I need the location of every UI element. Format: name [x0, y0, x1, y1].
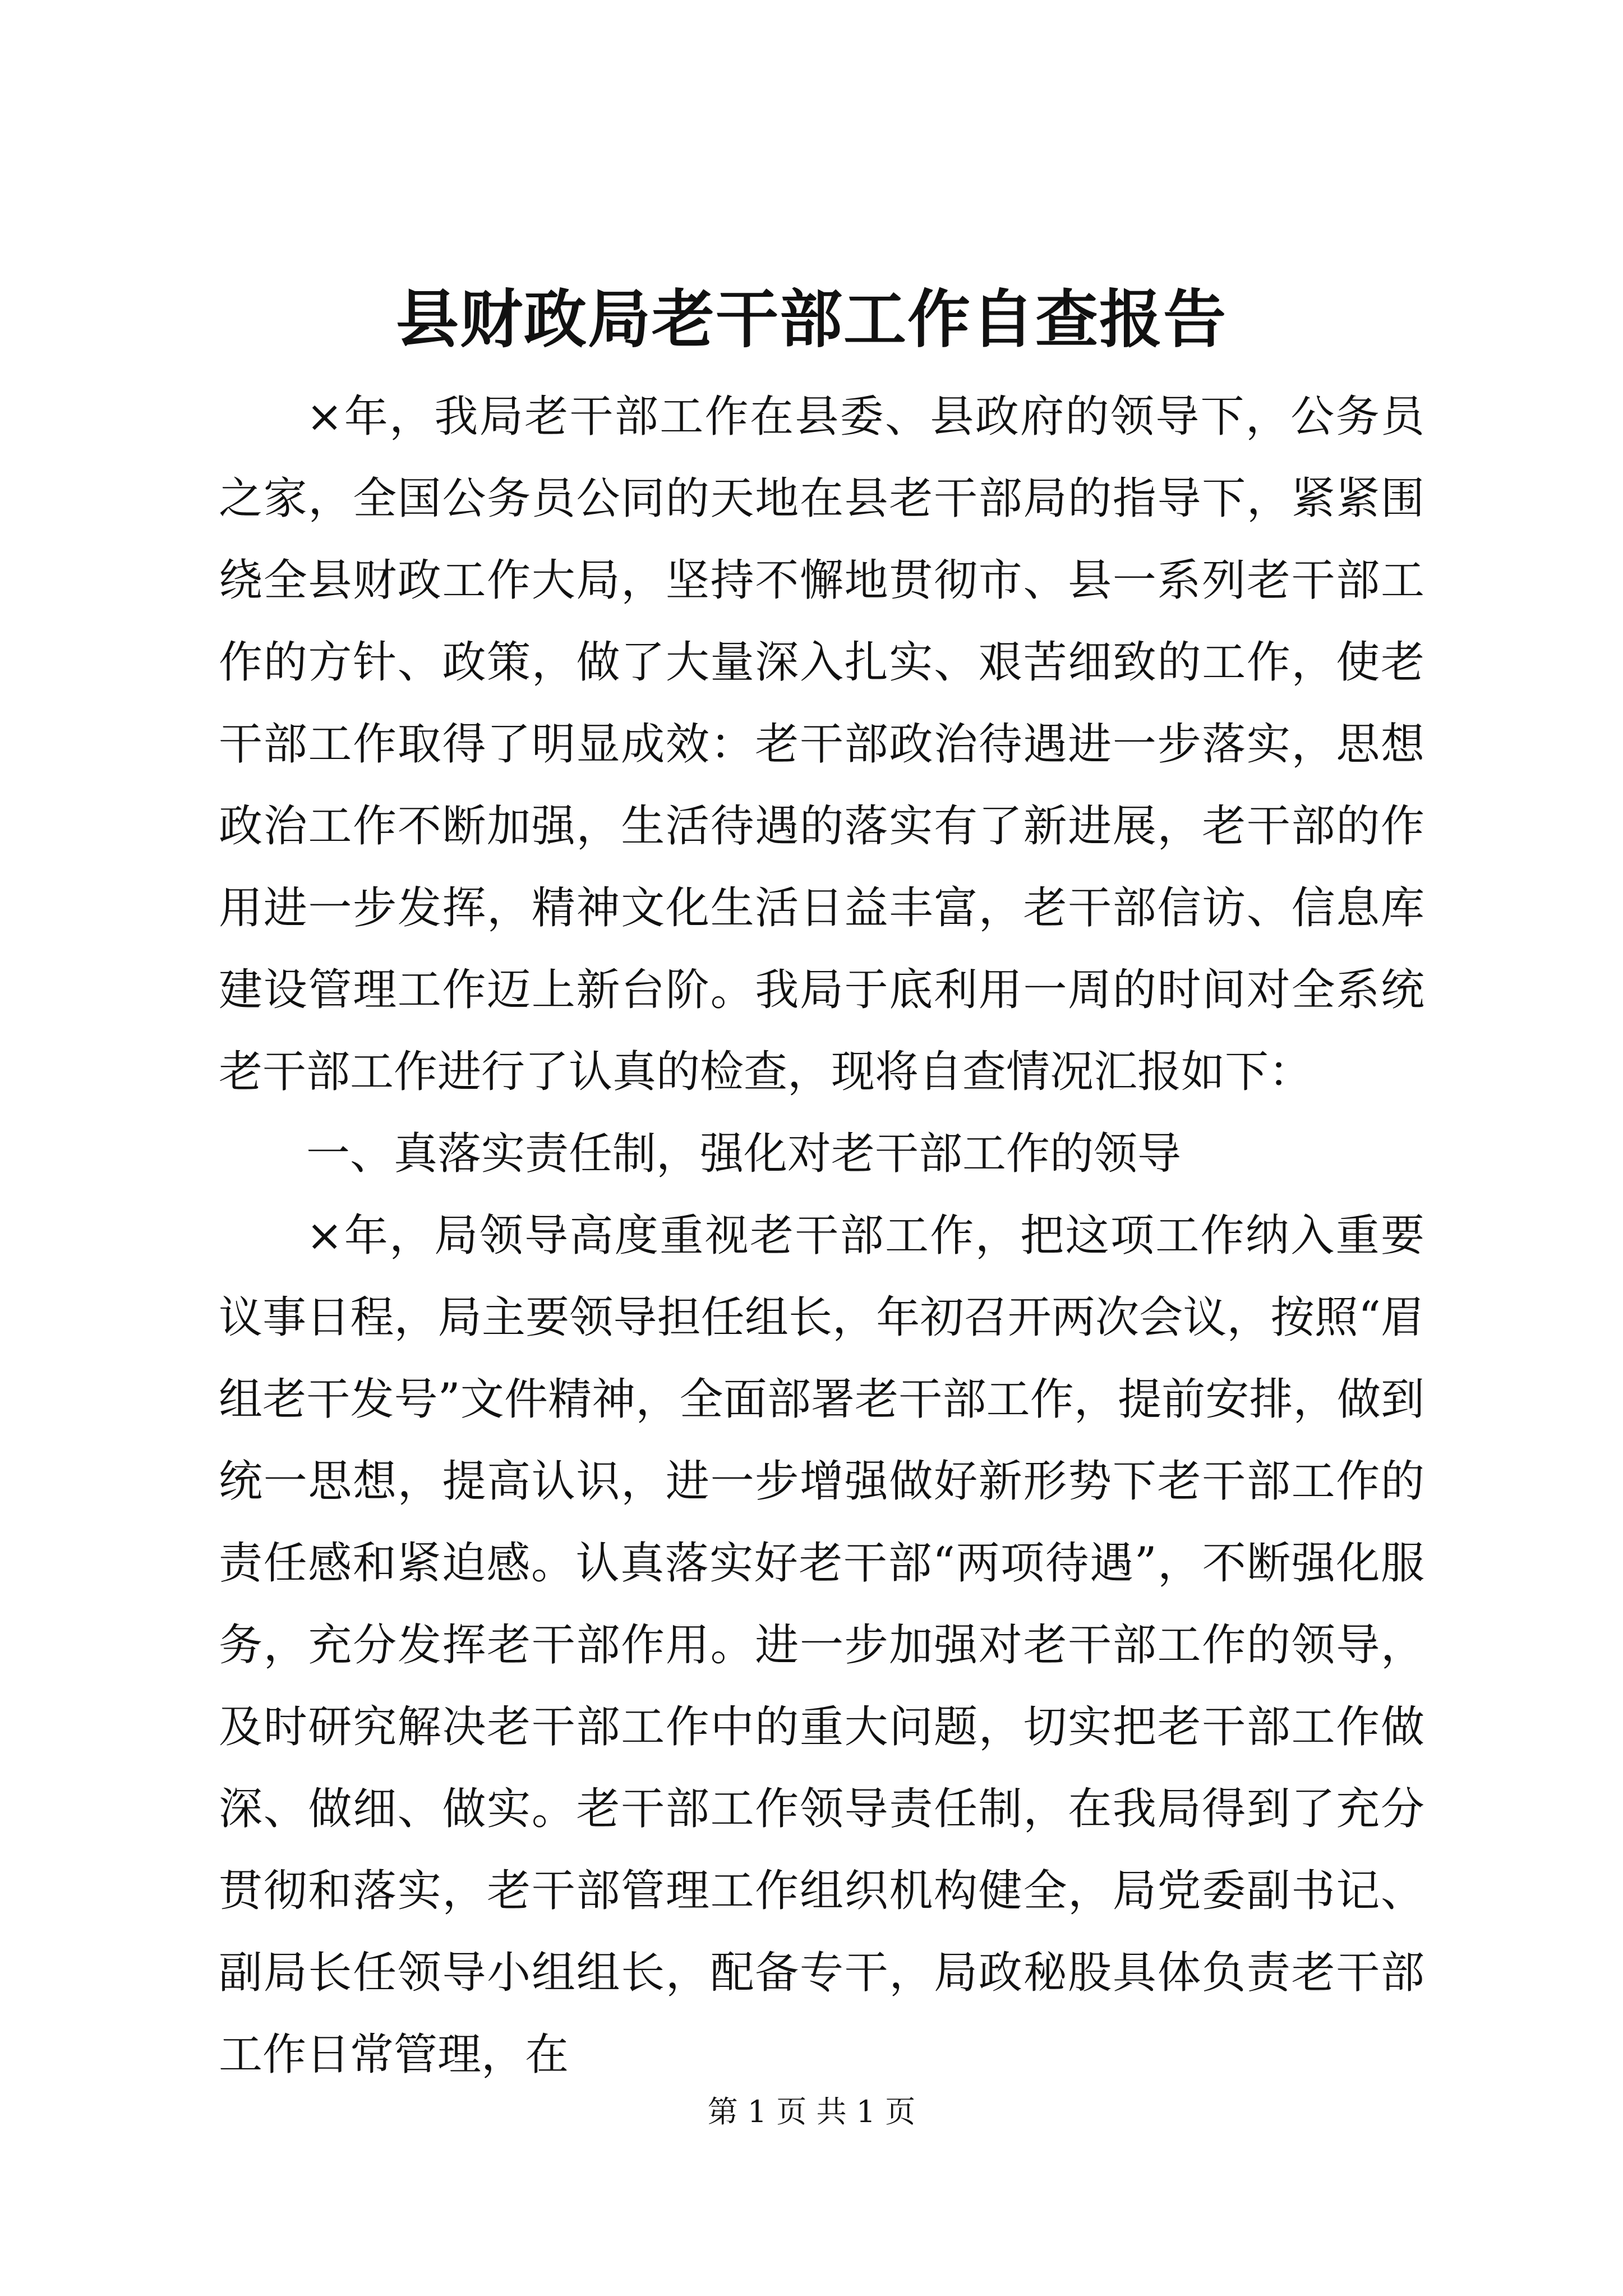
section-heading-1: 一、真落实责任制，强化对老干部工作的领导: [306, 1129, 1182, 1179]
page-number-footer: 第 1 页 共 1 页: [707, 2094, 916, 2129]
paragraph-section-1: ×年，局领导高度重视老干部工作，把这项工作纳入重要议事日程，局主要领导担任组长，年初召开两次会议，按照“眉组老干发号”文件精神，全面部署老干部工作，提前安排，做到统一思想，提高认识，进一步增强做好新形势下老干部工作的责任感和紧迫感。认真落实好老干部“两项待遇”，不断强化服务，充分发挥老干部作用。进一步加强对老干部工作的领导，及时研究解决老干部工作中的重大问题，切实把老干部工作做深、做细、做实。老干部工作领导责任制，在我局得到了充分贯彻和落实，老干部管理工作组织机构健全，局党委副书记、副局长任领导小组组长，配备专干，局政秘股具体负责老干部工作日常管理，在: [219, 1211, 1424, 2080]
paragraph-intro: ×年，我局老干部工作在县委、县政府的领导下，公务员之家，全国公务员公同的天地在县老干部局的指导下，紧紧围绕全县财政工作大局，坚持不懈地贯彻市、县一系列老干部工作的方针、政策，做了大量深入扎实、艰苦细致的工作，使老干部工作取得了明显成效：老干部政治待遇进一步落实，思想政治工作不断加强，生活待遇的落实有了新进展，老干部的作用进一步发挥，精神文化生活日益丰富，老干部信访、信息库建设管理工作迈上新台阶。我局于底利用一周的时间对全系统老干部工作进行了认真的检查，现将自查情况汇报如下：: [219, 392, 1424, 1097]
document-body: [219, 376, 1424, 2096]
document-title: 县财政局老干部工作自查报告: [396, 283, 1227, 356]
